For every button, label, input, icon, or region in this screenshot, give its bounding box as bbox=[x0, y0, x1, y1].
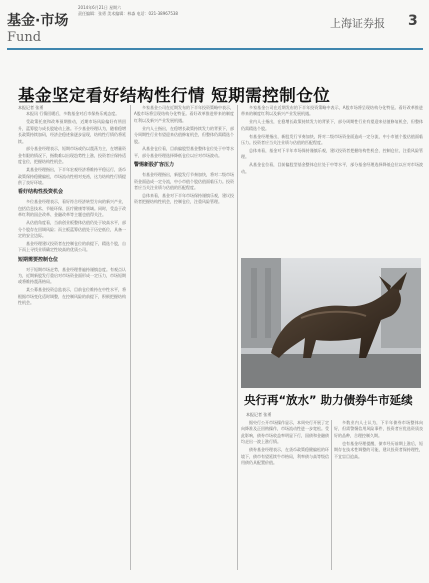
newspaper-logo: 上海证券报 bbox=[330, 17, 385, 30]
bull-photo-image bbox=[241, 258, 421, 388]
article2-paragraph: 多家基金公司在近期发布的下半年投资策略中表示，A股市场将呈现结构分化特征。看好改革推进带来的制度红利以及新兴产业发展机遇。 bbox=[134, 105, 234, 123]
article3-title: 央行再“放水” 助力债券牛市延续 bbox=[244, 393, 413, 407]
article1-column bbox=[18, 105, 126, 565]
article2-subhead: 警惕新股扩容压力 bbox=[134, 162, 175, 169]
article2-paragraph: 总体来看，基金对下半年市场保持谨慎乐观，建议投资者把握结构性机会，控制仓位，注重风险管理。 bbox=[134, 192, 234, 205]
header-rule bbox=[7, 48, 423, 50]
article1-paragraph: 多位基金经理表示，看好符合经济转型方向的新兴产业，包括信息技术、节能环保、医疗健康等领域。同时，受益于改革红利的国企改革、金融改革等主题也值得关注。 bbox=[18, 199, 126, 218]
article2-paragraph: 总体来看，基金对下半年市场保持谨慎乐观，建议投资者把握结构性机会，控制仓位，注重风险管理。 bbox=[241, 147, 423, 160]
article2-paragraph: 从基金仓位看，目前偏股型基金整体仓位处于中等水平，部分基金经理选择降低仓位以应对市场波动。 bbox=[241, 162, 423, 174]
article2-paragraph: 有基金经理指出，新股发行节奏加快，将对二级市场资金面造成一定分流，中小市值个股估值面临压力。投资者应当关注业绩与估值的匹配程度。 bbox=[134, 172, 234, 191]
article2-paragraph: 多家基金公司在近期发布的下半年投资策略中表示，A股市场将呈现结构分化特征。看好改革推进带来的制度红利以及新兴产业发展机遇。 bbox=[241, 105, 423, 117]
article3-paragraph: 债券基金经理表示，在货币政策稳健偏松的环境下，债市有望延续牛市格局，利率债与高等级信用债仍具配置价值。 bbox=[241, 447, 329, 465]
bull-sculpture-photo bbox=[241, 258, 421, 388]
headline: 基金坚定看好结构性行情 短期需控制仓位 bbox=[18, 86, 331, 105]
article2-column bbox=[134, 105, 234, 565]
article1-subhead: 看好结构性投资机会 bbox=[18, 189, 64, 196]
page-number: 3 bbox=[408, 13, 418, 29]
article2-paragraph: 业内人士指出，在稳增长政策持续发力的背景下，部分周期性行业有望迎来估值修复机会，但整体仍需精选个股。 bbox=[241, 119, 423, 131]
article2-paragraph: 从基金仓位看，目前偏股型基金整体仓位处于中等水平，部分基金经理选择降低仓位以应对市场波动。 bbox=[134, 146, 234, 158]
column-divider bbox=[331, 420, 332, 570]
section-title: 基金·市场 bbox=[7, 13, 69, 29]
article1-paragraph: 某基金经理指出，下半年宏观经济将维持平稳运行，货币政策保持稳健偏松，市场流动性相对充裕，这为结构性行情提供了良好环境。 bbox=[18, 167, 126, 185]
article3-byline: 本报记者 张勇 bbox=[246, 412, 272, 417]
article3-column-left bbox=[241, 420, 329, 570]
article1-paragraph: 对于短期市场走势，基金经理普遍持谨慎态度。有观点认为，近期新股发行重启对市场资金面形成一定压力，市场短期或将维持震荡格局。 bbox=[18, 266, 126, 285]
article3-paragraph: 据央行公开市场操作显示，本周央行开展了定向降准及正回购操作，市场流动性进一步宽松。受此影响，债券市场收益率明显下行，国债和金融债均走出一波上涨行情。 bbox=[241, 420, 329, 445]
article2-continued-column bbox=[241, 105, 423, 253]
article3-paragraph: 也有基金经理提醒，债市经历前期上涨后，短期存在技术性调整的可能，建议投资者保持理性，不宜盲目追高。 bbox=[334, 440, 423, 459]
header-info bbox=[78, 5, 278, 17]
article2-paragraph: 有基金经理指出，新股发行节奏加快，将对二级市场资金面造成一定分流，中小市值个股估值面临压力。投资者应当关注业绩与估值的匹配程度。 bbox=[241, 133, 423, 146]
article1-paragraph: 部分基金经理表示，短期市场或仍以震荡为主，在增量资金有限的情况下，指数难以出现趋势性上涨，投资者应保持适度仓位，把握结构性机会。 bbox=[18, 146, 126, 165]
article1-subhead: 短期需要控制仓位 bbox=[18, 256, 59, 263]
article1-paragraph: 从估值角度看，当前创业板整体估值仍处于较高水平，部分个股存在回调风险；而主板蓝筹估值处于历史低位，具备一定的安全边际。 bbox=[18, 220, 126, 238]
page-header bbox=[0, 0, 429, 48]
section-subtitle: Fund bbox=[7, 30, 42, 45]
article3-paragraph: 多数业内人士认为，下半年债券市场整体向好，但需警惕信用风险事件，投资者应优选资质良好的品种，合理控制久期。 bbox=[334, 420, 423, 438]
date-line: 2014年6月21日 星期六 bbox=[78, 5, 122, 10]
article1-paragraph: 基金经理建议投资者在控制仓位的前提下，精选个股，自下而上寻找业绩确定性较高的优质公司。 bbox=[18, 240, 126, 253]
editor-line: 责任编辑：张勇 美术编辑：林淼 电话：021-38967538 bbox=[78, 11, 178, 16]
article1-paragraph: 受政策托底和改革预期推动，近期市场风险偏好有所回升，蓝筹股与成长股轮动上涨。不少基金经理认为，随着稳增长政策持续加码，经济企稳迹象逐步显现，结构性行情仍将延续。 bbox=[18, 119, 126, 144]
article3-column-right bbox=[334, 420, 423, 570]
column-divider bbox=[237, 105, 238, 570]
article1-paragraph: 某公募基金投资总监表示，目前仓位维持在中性水平，将根据市场变化适时调整，在控制风险的前提下，积极把握结构性机会。 bbox=[18, 287, 126, 306]
article1-lead: 本报讯 行情回暖后，多数基金对后市保持乐观态度。 bbox=[26, 111, 120, 117]
column-divider bbox=[130, 105, 131, 570]
article1-byline: 本报记者 张勇 bbox=[18, 105, 44, 110]
article2-paragraph: 业内人士指出，在稳增长政策持续发力的背景下，部分周期性行业有望迎来估值修复机会，但整体仍需精选个股。 bbox=[134, 125, 234, 144]
